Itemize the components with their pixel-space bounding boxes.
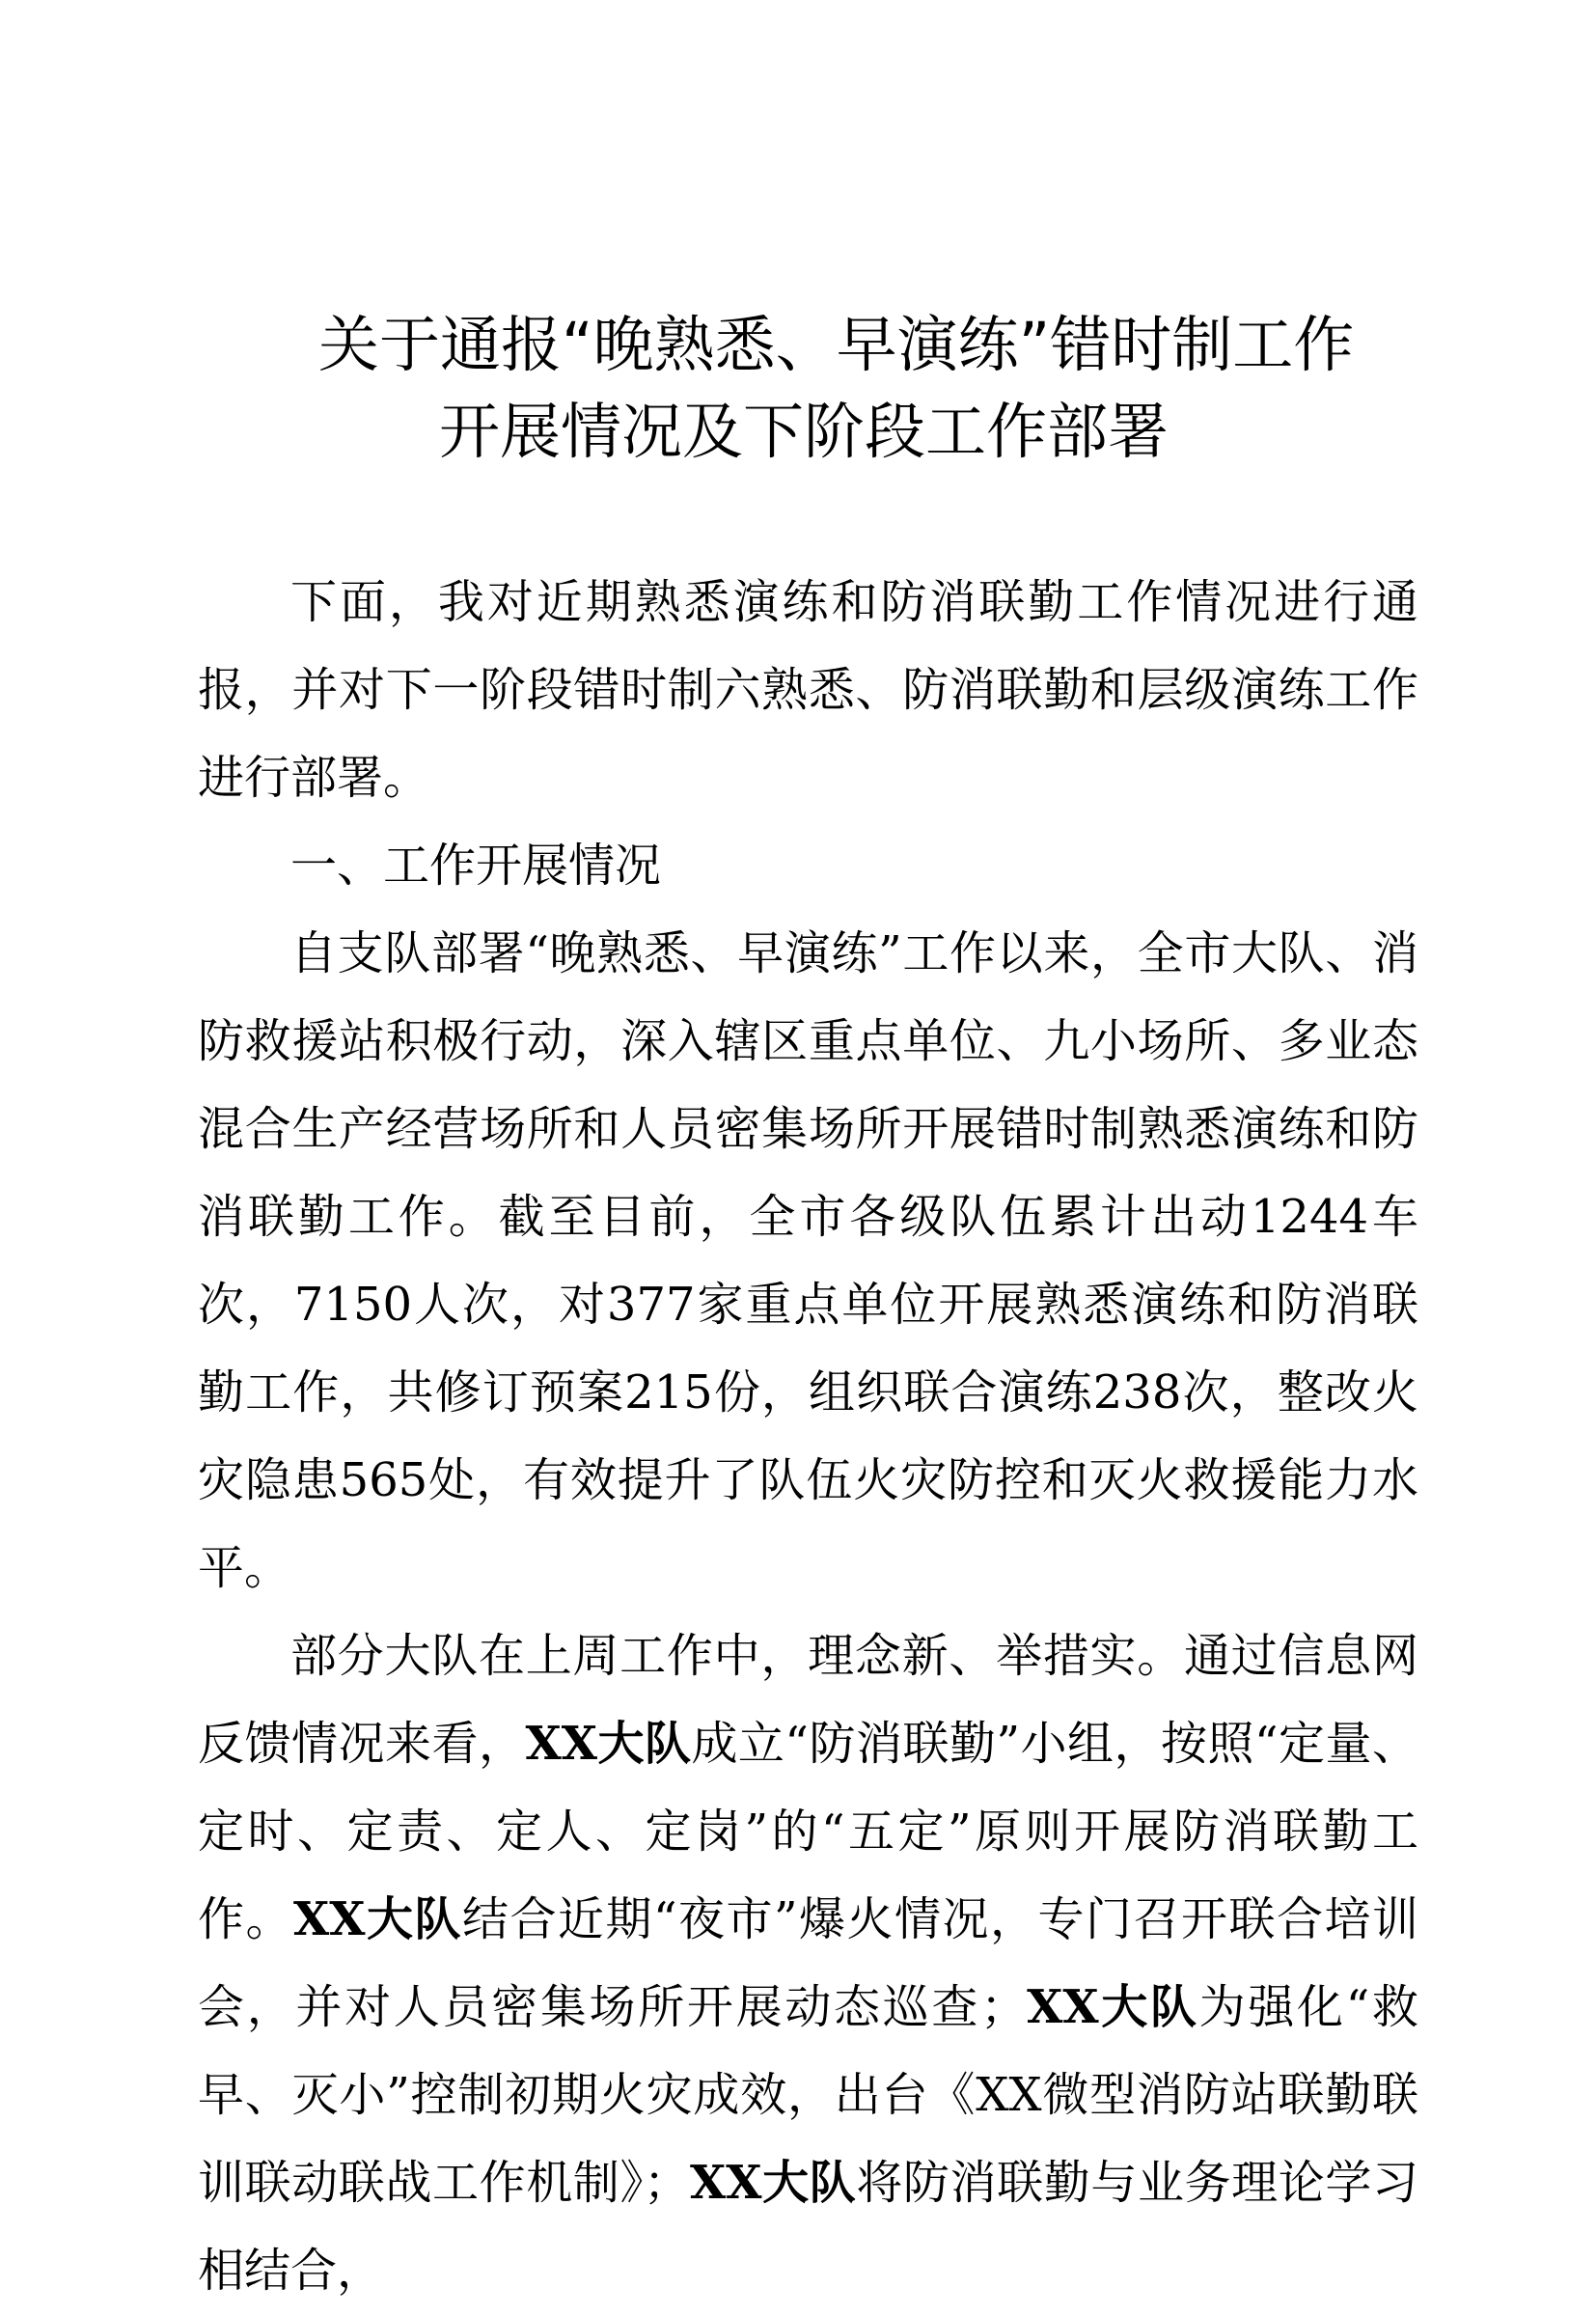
text-segment: 结合近期“夜市”爆火情况，专门召开联合培训会，并对人员密集场所开展动态巡查； (198, 1892, 1418, 2034)
section-heading-1: 一、工作开展情况 (290, 839, 662, 893)
text-segment: 为强化“救早、灭小”控制初期火灾成效，出台《XX微型消防站联勤联训联动联战工作机制》； (198, 1980, 1418, 2210)
document-title-line-1: 关于通报“晚熟悉、早演练”错时制工作 (318, 310, 1355, 380)
document-body (198, 559, 1418, 2315)
brigade-name-bold: XX大队 (293, 1892, 462, 1946)
document-title-line-2: 开展情况及下阶段工作部署 (439, 397, 1169, 467)
brigade-name-bold: XX大队 (1027, 1980, 1199, 2034)
text-segment: 部分大队在上周工作中，理念新、举措实。通过信息网反馈情况来看， (198, 1629, 1418, 1771)
text-segment: 成立“防消联勤”小组，按照“定量、定时、定责、定人、定岗”的“五定”原则开展防消联勤工作。 (198, 1717, 1418, 1946)
brigade-examples-paragraph (198, 1612, 1418, 2315)
text-segment: 将防消联勤与业务理论学习相结合， (198, 2156, 1418, 2298)
brigade-name-bold: XX大队 (525, 1717, 692, 1771)
intro-paragraph: 下面，我对近期熟悉演练和防消联勤工作情况进行通报，并对下一阶段错时制六熟悉、防消联勤和层级演练工作进行部署。 (198, 575, 1418, 805)
brigade-name-bold: XX大队 (690, 2156, 857, 2210)
work-progress-paragraph: 自支队部署“晚熟悉、早演练”工作以来，全市大队、消防救援站积极行动，深入辖区重点单位、九小场所、多业态混合生产经营场所和人员密集场所开展错时制熟悉演练和防消联勤工作。截至目前，全市各级队伍累计出动1244车次，7150人次，对377家重点单位开展熟悉演练和防消联勤工作，共修订预案215份，组织联合演练238次，整改火灾隐患565处，有效提升了队伍火灾防控和灭火救援能力水平。 (198, 926, 1418, 1595)
